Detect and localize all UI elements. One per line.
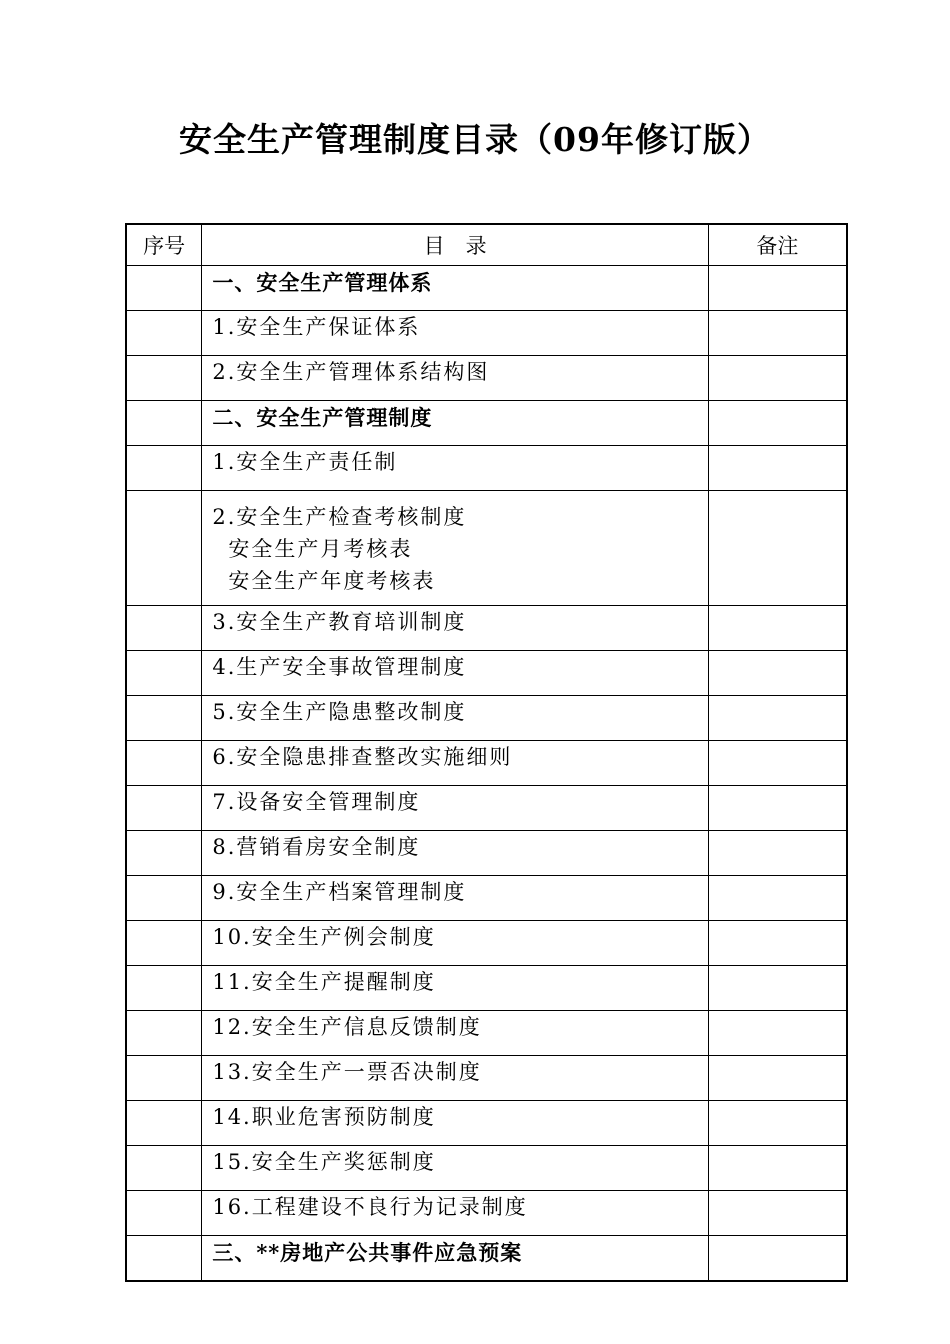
entry-cell: 13.安全生产一票否决制度 — [202, 1056, 709, 1101]
remark-cell — [708, 606, 847, 651]
table-row — [126, 1191, 847, 1236]
table-row — [126, 831, 847, 876]
toc-table — [125, 223, 848, 1282]
entry-cell: 一、安全生产管理体系 — [202, 266, 709, 311]
entry-cell: 15.安全生产奖惩制度 — [202, 1146, 709, 1191]
table-row — [126, 1011, 847, 1056]
remark-cell — [708, 921, 847, 966]
entry-cell: 6.安全隐患排查整改实施细则 — [202, 741, 709, 786]
entry-cell: 二、安全生产管理制度 — [202, 401, 709, 446]
header-contents: 目 录 — [202, 224, 709, 266]
index-cell — [126, 1146, 202, 1191]
entry-cell: 1.安全生产责任制 — [202, 446, 709, 491]
page-title: 安全生产管理制度目录（09年修订版） — [179, 120, 771, 159]
index-cell — [126, 966, 202, 1011]
remark-cell — [708, 491, 847, 606]
table-row — [126, 921, 847, 966]
remark-cell — [708, 696, 847, 741]
table-row — [126, 491, 847, 606]
table-row — [126, 356, 847, 401]
index-cell — [126, 446, 202, 491]
table-row — [126, 696, 847, 741]
index-cell — [126, 831, 202, 876]
table-row — [126, 741, 847, 786]
index-cell — [126, 311, 202, 356]
entry-cell: 11.安全生产提醒制度 — [202, 966, 709, 1011]
index-cell — [126, 696, 202, 741]
section-row — [126, 266, 847, 311]
table-row — [126, 311, 847, 356]
index-cell — [126, 876, 202, 921]
table-header-row — [126, 224, 847, 266]
remark-cell — [708, 966, 847, 1011]
table-row — [126, 876, 847, 921]
table-row — [126, 1101, 847, 1146]
table-row — [126, 786, 847, 831]
entry-cell: 9.安全生产档案管理制度 — [202, 876, 709, 921]
entry-cell: 5.安全生产隐患整改制度 — [202, 696, 709, 741]
entry-cell: 4.生产安全事故管理制度 — [202, 651, 709, 696]
section-row — [126, 401, 847, 446]
index-cell — [126, 651, 202, 696]
index-cell — [126, 786, 202, 831]
entry-cell: 10.安全生产例会制度 — [202, 921, 709, 966]
index-cell — [126, 491, 202, 606]
remark-cell — [708, 786, 847, 831]
sub-entry-text: 安全生产年度考核表 — [228, 569, 436, 593]
entry-cell: 12.安全生产信息反馈制度 — [202, 1011, 709, 1056]
index-cell — [126, 266, 202, 311]
remark-cell — [708, 311, 847, 356]
remark-cell — [708, 1236, 847, 1282]
index-cell — [126, 1011, 202, 1056]
index-cell — [126, 1056, 202, 1101]
index-cell — [126, 921, 202, 966]
table-row — [126, 606, 847, 651]
entry-cell: 三、**房地产公共事件应急预案 — [202, 1236, 709, 1282]
entry-cell: 7.设备安全管理制度 — [202, 786, 709, 831]
remark-cell — [708, 1056, 847, 1101]
index-cell — [126, 741, 202, 786]
table-row — [126, 446, 847, 491]
table-row — [126, 966, 847, 1011]
entry-text: 2.安全生产检查考核制度 — [212, 505, 467, 529]
header-index: 序号 — [126, 224, 202, 266]
index-cell — [126, 1101, 202, 1146]
index-cell — [126, 606, 202, 651]
remark-cell — [708, 741, 847, 786]
entry-cell: 2.安全生产管理体系结构图 — [202, 356, 709, 401]
entry-cell: 1.安全生产保证体系 — [202, 311, 709, 356]
remark-cell — [708, 1146, 847, 1191]
remark-cell — [708, 831, 847, 876]
remark-cell — [708, 651, 847, 696]
entry-cell: 3.安全生产教育培训制度 — [202, 606, 709, 651]
index-cell — [126, 401, 202, 446]
remark-cell — [708, 356, 847, 401]
remark-cell — [708, 1191, 847, 1236]
remark-cell — [708, 876, 847, 921]
entry-cell: 8.营销看房安全制度 — [202, 831, 709, 876]
index-cell — [126, 356, 202, 401]
remark-cell — [708, 1011, 847, 1056]
toc-body — [126, 266, 847, 1282]
index-cell — [126, 1236, 202, 1282]
entry-cell: 14.职业危害预防制度 — [202, 1101, 709, 1146]
table-row — [126, 1056, 847, 1101]
remark-cell — [708, 266, 847, 311]
index-cell — [126, 1191, 202, 1236]
entry-cell: 16.工程建设不良行为记录制度 — [202, 1191, 709, 1236]
table-row — [126, 1146, 847, 1191]
table-row — [126, 651, 847, 696]
header-remark: 备注 — [708, 224, 847, 266]
remark-cell — [708, 1101, 847, 1146]
remark-cell — [708, 401, 847, 446]
sub-entry-text: 安全生产月考核表 — [228, 537, 413, 561]
section-row — [126, 1236, 847, 1282]
remark-cell — [708, 446, 847, 491]
entry-cell — [202, 491, 709, 606]
